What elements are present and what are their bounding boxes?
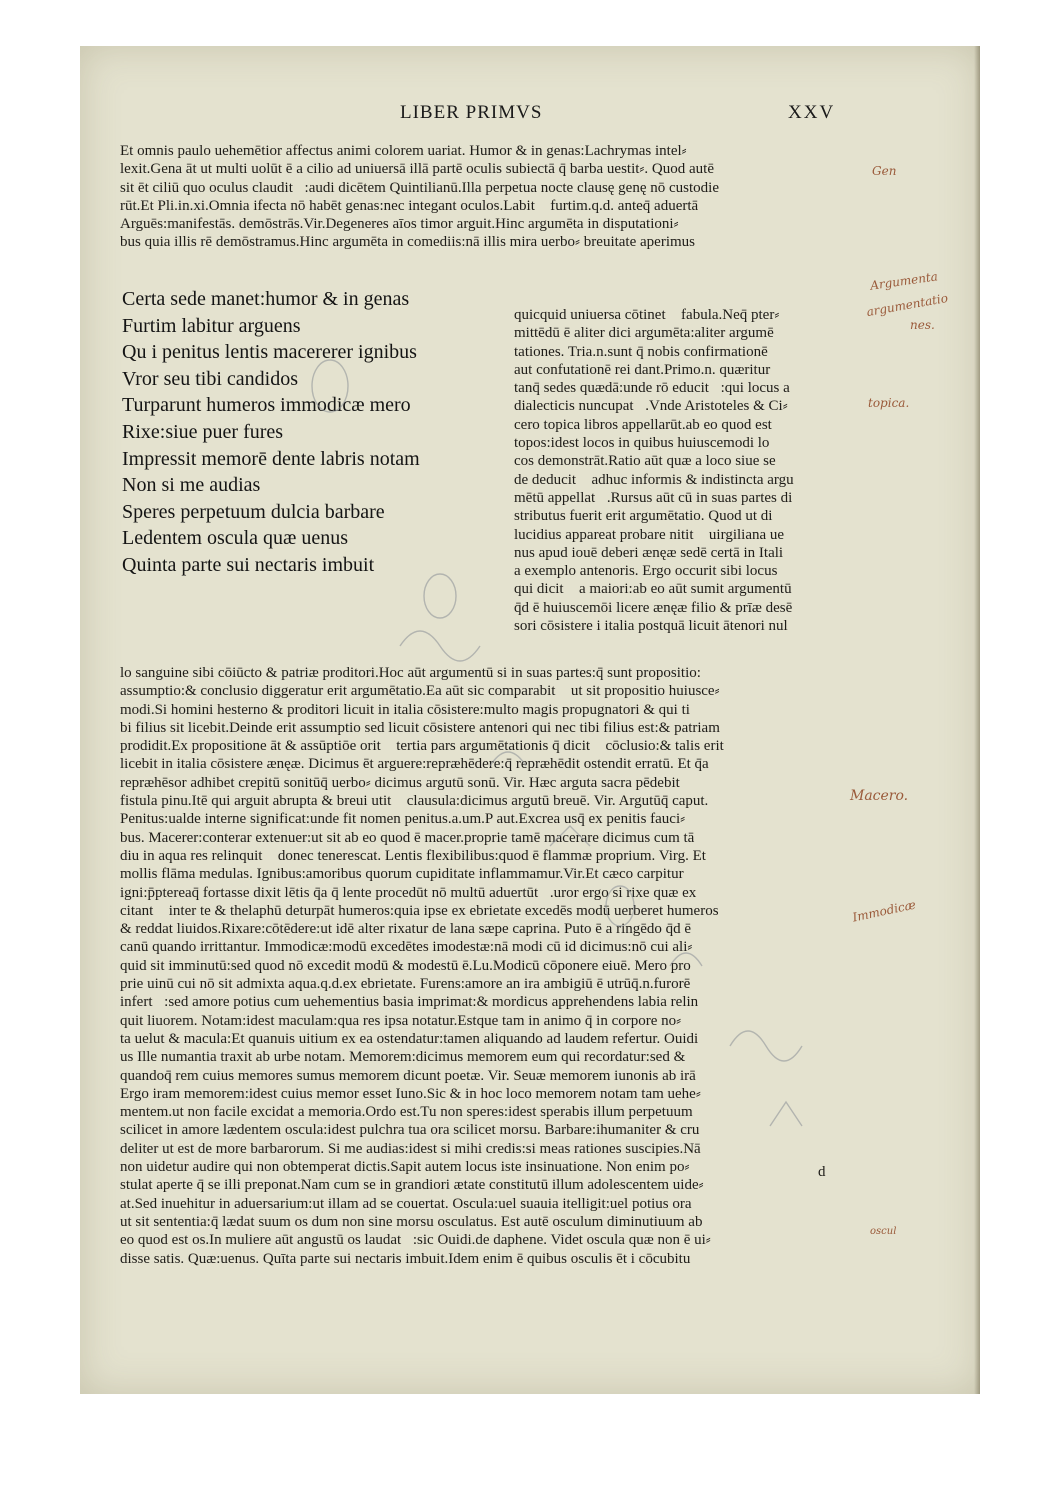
commentary-line: topos:idest locos in quibus huiuscemodi lo (514, 435, 770, 452)
commentary-line: tationes. Tria.n.sunt q̄ nobis confirmationē (514, 343, 768, 360)
commentary-line: eo quod est os.In muliere aūt angustū os laudatᷓ:sic Ouidi.de daphene. Videt oscula quæ non ē ui⸗ (120, 1232, 711, 1249)
commentary-line: mollis flāma medulas. Ignibus:amoribus quorum cupiditate inflammamur.Vir.Et cæco carpitur (120, 866, 684, 883)
commentary-line: quit liuorem. Notam:idest maculam:qua res ipsa notatur.Estque tam in animo q̄ in corpore no⸗ (120, 1012, 682, 1029)
book-page (80, 46, 980, 1394)
poem-line: Vror seu tibi candidos (122, 367, 298, 390)
commentary-line: Arguēs:manifestās. demōstrās.Vir.Degeneres aīos timor arguit.Hinc argumēta in disputationi⸗ (120, 216, 679, 233)
commentary-line: modi.Si homini hesterno & proditori licuit in italia cōsistere:multo magis propugnatori & qui ti (120, 701, 690, 718)
commentary-line: bus quia illis rē demōstramus.Hinc argumēta in comediis:nā illis mira uerbo⸗ breuitate aperimus (120, 234, 695, 251)
commentary-right-column (514, 306, 854, 635)
commentary-line: scilicet in amore lædentem oscula:idest pulchra tua ora scilicet morsu. Barbare:ihumaniter & cru (120, 1122, 700, 1139)
commentary-line: cos demonstrāt.Ratio aūt quæ a loco siue se (514, 453, 776, 470)
commentary-line: quicquid uniuersa cōtinetᷓ fabula.Neq̄ pter⸗ (514, 307, 780, 323)
folio-number: XXV (788, 102, 836, 123)
commentary-line: Ergo iram memorem:idest cuius memor esset Iuno.Sic & in hoc loco memorem notam tam uehe⸗ (120, 1085, 701, 1102)
poem-line: Certa sede manet:humor & in genas (122, 288, 410, 310)
margin-note: Macero. (850, 788, 909, 804)
commentary-line: prodidit.Ex propositione āt & assūptiōe oritᷓ tertia pars argumētationis q̄ dicitᷓ cōclusio:& talis erit (120, 738, 724, 755)
poem-line: Impressit memorē dente labris notam (122, 447, 420, 470)
commentary-line: cero topica libros appellarūt.ab eo quod est (514, 416, 772, 433)
commentary-line: citantᷓ inter te & thelaphū deturpāt humeros:quia ipse ex ebrietate excedēs modū uerberet humeros (120, 902, 719, 919)
commentary-line: quid sit imminutū:sed quod nō excedit modū & modestū ē.Lu.Modicū cōponere eiuē. Mero pro (120, 957, 691, 974)
commentary-line: igni:p̄ptereaq̄ fortasse dixit lētis q̄a q̄ lente procedūt nō multū aduertūtᷓ.uror ergo si rixe quæ ex (120, 884, 697, 901)
commentary-line: stulat aperte q̄ se illi preponat.Nam cum se in grandiori ætate constitutū illum adolescentem uide⸗ (120, 1177, 704, 1194)
margin-note: oscul (870, 1226, 897, 1237)
running-header (80, 102, 980, 126)
commentary-line: lo sanguine sibi cōiūcto & patriæ proditori.Hoc aūt argumentū si in suas partes:q̄ sunt propositio: (120, 665, 701, 681)
commentary-line: deliter ut est de more barbarorum. Si me audias:idest si mihi credis:si meas rationes suscipies.Nā (120, 1140, 701, 1157)
commentary-line: fistula pinu.Itē qui arguit abrupta & breui utitᷓ clausula:dicimus argutū breuē. Vir. Argutūq̄ caput. (120, 793, 709, 810)
commentary-line: assumptio:& conclusio diggeratur erit argumētatio.Ea aūt sic comparabitᷓ ut sit propositio huiusce⸗ (120, 683, 720, 700)
commentary-line: non uidetur audire qui non obtemperat dictis.Sapit autem locus iste insinuatione. Non enim po⸗ (120, 1159, 690, 1176)
commentary-line: at.Sed inuehitur in aduersarium:ut illam ad se couertat. Oscula:uel suauia itelligit:uel potius ora (120, 1195, 692, 1212)
commentary-line: ut sit sententia:q̄ lædat suum os dum non sine morsu osculatus. Est autē osculum diminutiuum ab (120, 1213, 703, 1230)
poem-line: Speres perpetuum dulcia barbare (122, 500, 385, 523)
commentary-bottom (120, 664, 860, 1268)
commentary-line: disse satis. Quæ:uenus. Quīta parte sui nectaris imbuit.Idem enim ē quibus osculis ēt i cōcubitu (120, 1250, 691, 1267)
commentary-line: q̄d ē huiuscemōi licere ænęæ filio & prīæ desē (514, 599, 793, 616)
margin-note: Gen (872, 164, 897, 178)
commentary-line: infertᷓ:sed amore potius cum uehementius basia imprimat:& mordicus apprehendens labia relin (120, 994, 699, 1011)
margin-note: Argumenta (869, 269, 939, 293)
poem-line: Rixe:siue puer fures (122, 420, 284, 443)
commentary-line: canū quando irrittantur. Immodicæ:modū excedētes imodestæ:nā modi cū id dicimus:nō cui ali⸗ (120, 939, 693, 956)
commentary-line: sit ēt ciliū quo oculus clauditᷓ:audi dicētem Quintilianū.Illa perpetua nocte clausę genę nō custodie (120, 179, 719, 196)
commentary-line: lexit.Gena āt ut multi uolūt ē a cilio ad uniuersā illā partē oculis subiectā q̄ barba uestit⸗. Quod autē (120, 161, 714, 178)
commentary-line: diu in aqua res relinquitᷓ donec tenerescat. Lentis flexibilibus:quod ē flammæ proprium. Virg. Et (120, 847, 706, 864)
commentary-line: lucidius appareat probare nititᷓ uirgiliana ue (514, 526, 785, 543)
commentary-line: qui dicitᷓ a maiori:ab eo aūt sumit argumentū (514, 581, 792, 598)
margin-note: nes. (910, 318, 935, 332)
poem-line: Furtim labitur arguens (122, 314, 301, 337)
running-title: LIBER PRIMVS (400, 102, 543, 123)
signature-mark: d (818, 1164, 826, 1180)
poem-line: Turparunt humeros immodicæ mero (122, 394, 411, 417)
poem-line: Non si me audias (122, 474, 261, 497)
commentary-line: Penitus:ualde interne significat:unde fit nomen penitus.a.um.P aut.Excrea usq̄ ex penitis fauci⸗ (120, 811, 686, 828)
commentary-line: us Ille numantia traxit ab urbe notam. Memorem:dicimus memorem eum qui recordatur:sed & (120, 1049, 686, 1066)
commentary-line: a exemplo antenoris. Ergo occurit sibi locus (514, 563, 778, 580)
commentary-line: & reddat liuidos.Rixare:cōtēdere:ut idē alter rixatur de lana sæpe caprina. Puto ē a ringēdo q̄d ē (120, 921, 692, 938)
commentary-line: aut confutationē rei dant.Primo.n. quæritur (514, 361, 771, 378)
margin-note: argumentatio (865, 290, 949, 320)
poem-line: Qu i penitus lentis macererer ignibus (122, 341, 417, 364)
commentary-line: quandoq̄ rem cuius memores sumus memorem dicunt poetæ. Vir. Seuæ memorem iunonis ab irā (120, 1067, 696, 1084)
commentary-line: mittēdū ē aliter dici argumēta:aliter argumē (514, 325, 774, 342)
commentary-line: licebit in italia cōsistere ænęæ. Dicimus ēt arguere:repræhēdere:q̄ repræhēdit ostendit erratū. Et q̄a (120, 756, 709, 773)
commentary-line: de deducitᷓ adhuc informis & indistincta argu (514, 471, 794, 488)
poem-text (122, 286, 472, 579)
poem-line: Ledentem oscula quæ uenus (122, 527, 349, 550)
commentary-line: bi filius sit licebit.Deinde erit assumptio sed licuit cōsistere antenori qui nec tibi filius est:& patriam (120, 719, 720, 736)
commentary-line: Et omnis paulo uehemētior affectus animi colorem uariat. Humor & in genas:Lachrymas intel⸗ (120, 143, 687, 159)
commentary-line: nus apud iouē deberi ænęæ sedē certā in Itali (514, 544, 784, 561)
margin-note: Immodicæ (851, 897, 918, 925)
commentary-line: mētū appellatᷓ.Rursus aūt cū in suas partes di (514, 489, 793, 506)
poem-line: Quinta parte sui nectaris imbuit (122, 553, 375, 576)
commentary-line: mentem.ut non facile excidat a memoria.Ordo est.Tu non speres:idest sperabis illum perpetuum (120, 1104, 693, 1121)
commentary-line: bus. Macerer:conterar extenuer:ut sit ab eo quod ē macer.proprie tamē macerare dicimus cum tā (120, 829, 695, 846)
commentary-line: rūt.Et Pli.in.xi.Omnia ifecta nō habēt genas:nec integant oculos.Labitᷓ furtim.q.d. anteq̄ aduertā (120, 197, 699, 214)
commentary-line: prie uinū cui nō sit admixta aqua.q.d.ex ebrietate. Furens:amore an ira ambigiū ē utrūq̄.n.furorē (120, 976, 691, 993)
commentary-top (120, 142, 860, 252)
commentary-line: sori cōsistere i italia postquā licuit ātenori nul (514, 618, 788, 635)
commentary-line: tanq̄ sedes quædā:unde rō educitᷓ:qui locus a (514, 380, 790, 397)
commentary-line: repræhēsor adhibet crepitū sonitūq̄ uerbo⸗ dicimus argutū sonū. Vir. Hæc arguta sacra pēdebit (120, 774, 680, 791)
commentary-line: dialecticis nuncupatᷓ.Vnde Aristoteles & Ci⸗ (514, 398, 788, 415)
commentary-line: ta uelut & macula:Et quanuis uitium ex ea ostendatur:tamen aliquando ad laudem refertur. Ouidi (120, 1030, 699, 1047)
commentary-line: stributus fuerit erit argumētatio. Quod ut di (514, 508, 773, 525)
margin-note: topica. (868, 396, 910, 410)
